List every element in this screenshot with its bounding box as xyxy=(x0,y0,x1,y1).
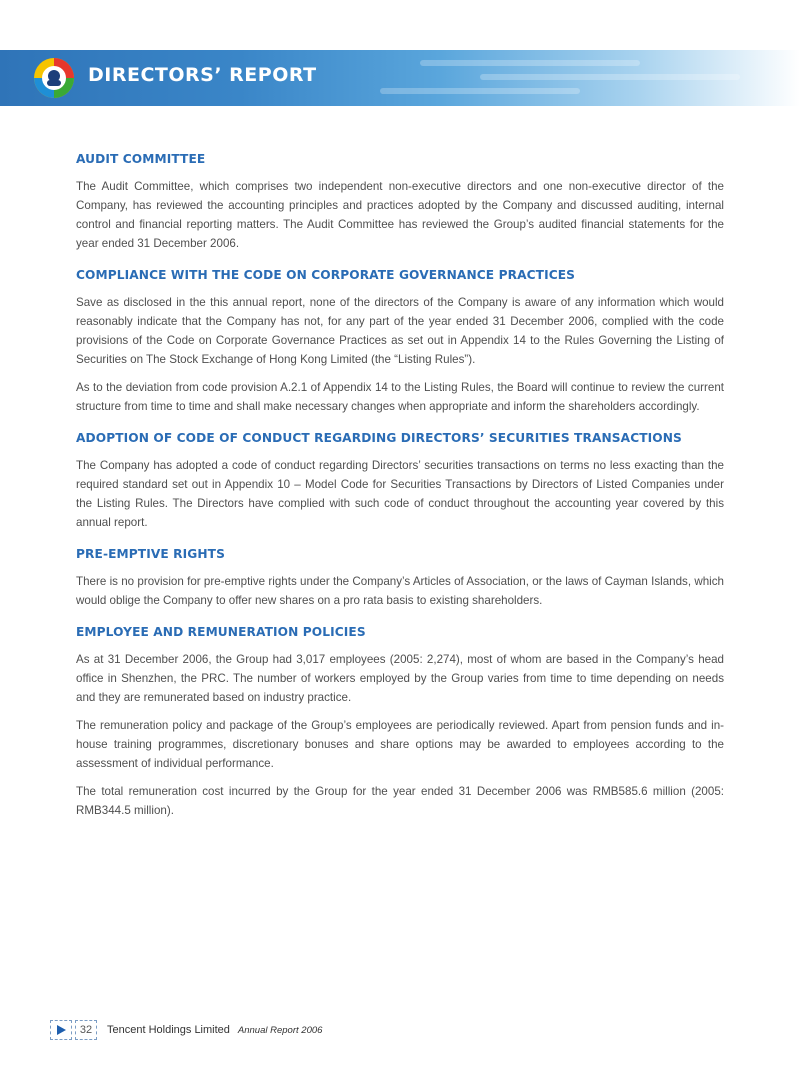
paragraph: The total remuneration cost incurred by the Group for the year ended 31 December 2006 was RMB585.6 million (2005: RMB344.5 million). xyxy=(76,785,724,817)
paragraph: As to the deviation from code provision A.2.1 of Appendix 14 to the Listing Rules, the Board will continue to review the current structure from time to time and shall make necessary changes when appropriate and inform the shareholders accordingly. xyxy=(76,381,724,413)
section-heading: PRE-EMPTIVE RIGHTS xyxy=(76,547,225,561)
section-heading: COMPLIANCE WITH THE CODE ON CORPORATE GOVERNANCE PRACTICES xyxy=(76,268,576,282)
tencent-logo-icon xyxy=(32,56,76,100)
paragraph: There is no provision for pre-emptive rights under the Company’s Articles of Association, or the laws of Cayman Islands, which would oblige the Company to offer new shares on a pro rata basis to existing shareholders. xyxy=(76,575,724,607)
page-footer xyxy=(50,1019,322,1041)
paragraph: The Audit Committee, which comprises two independent non-executive directors and one non-executive director of the Company, has reviewed the accounting principles and practices adopted by the Company and discussed auditing, internal control and financial reporting matters. The Audit Committee has reviewed the Group’s audited financial statements for the year ended 31 December 2006. xyxy=(76,180,724,250)
company-name: Tencent Holdings Limited xyxy=(107,1024,230,1036)
page-number: 32 xyxy=(75,1020,97,1040)
play-arrow-icon xyxy=(50,1020,72,1040)
section-heading: ADOPTION OF CODE OF CONDUCT REGARDING DIRECTORS’ SECURITIES TRANSACTIONS xyxy=(76,431,682,445)
header-banner xyxy=(0,50,800,106)
paragraph: The Company has adopted a code of conduct regarding Directors’ securities transactions on terms no less exacting than the required standard set out in Appendix 10 – Model Code for Securities Transactions by Directors of Listed Companies under the Listing Rules. The Directors have complied with such code of conduct throughout the accounting year covered by this annual report. xyxy=(76,459,724,529)
section-corporate-governance xyxy=(76,268,724,416)
section-pre-emptive-rights xyxy=(76,547,724,610)
section-audit-committee xyxy=(76,152,724,253)
paragraph: Save as disclosed in the this annual report, none of the directors of the Company is aware of any information which would reasonably indicate that the Company has not, for any part of the year ended 31 December 2006, complied with the code provisions of the Code on Corporate Governance Practices as set out in Appendix 14 to the Rules Governing the Listing of Securities on The Stock Exchange of Hong Kong Limited (the “Listing Rules”). xyxy=(76,296,724,366)
report-title: Annual Report 2006 xyxy=(237,1024,323,1036)
section-code-of-conduct xyxy=(76,431,724,532)
report-body xyxy=(76,152,724,835)
section-heading: EMPLOYEE AND REMUNERATION POLICIES xyxy=(76,625,366,639)
paragraph: As at 31 December 2006, the Group had 3,017 employees (2005: 2,274), most of whom are based in the Company’s head office in Shenzhen, the PRC. The number of workers employed by the Group varies from time to time depending on needs and they are remunerated based on industry practice. xyxy=(76,653,724,704)
page-title: DIRECTORS’ REPORT xyxy=(88,64,317,86)
section-employee-remuneration xyxy=(76,625,724,820)
paragraph: The remuneration policy and package of the Group’s employees are periodically reviewed. Apart from pension funds and in-house training programmes, discretionary bonuses and share options may be awarded to employees according to the assessment of individual performance. xyxy=(76,719,724,770)
section-heading: AUDIT COMMITTEE xyxy=(76,152,206,166)
